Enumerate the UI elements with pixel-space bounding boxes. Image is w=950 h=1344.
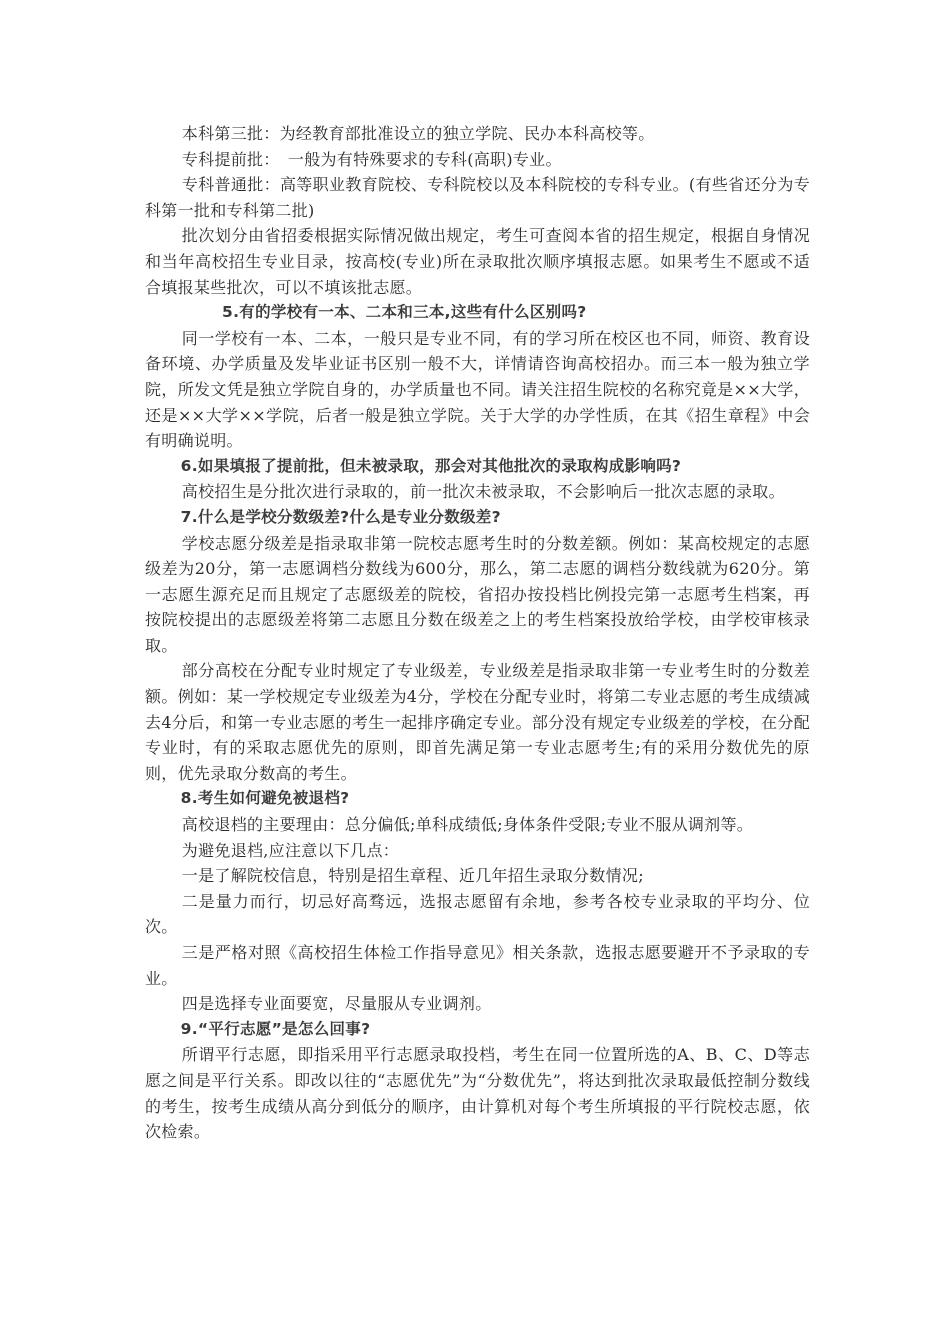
list-item-2: 二是量力而行，切忌好高骛远，选报志愿留有余地，参考各校专业录取的平均分、位次。 (145, 891, 810, 937)
paragraph-answer-8-reasons: 高校退档的主要理由：总分偏低;单科成绩低;身体条件受限;专业不服从调剂等。 (181, 815, 754, 835)
paragraph-answer-9: 所谓平行志愿，即指采用平行志愿录取投档，考生在同一位置所选的A、B、C、D等志愿之间是平行关系。即改以往的“志愿优先”为“分数优先”，将达到批次录取最低控制分数线的考生，按考生成绩从高分到低分的顺序，由计算机对每个考生所填报的平行院校志愿，依次检索。 (145, 1045, 810, 1142)
paragraph-answer-7-school: 学校志愿分级差是指录取非第一院校志愿考生时的分数差额。例如：某高校规定的志愿级差为20分，第一志愿调档分数线为600分，那么，第二志愿的调档分数线就为620分。第一志愿生源充足而且规定了志愿级差的院校，省招办按投档比例投完第一志愿考生档案，再按院校提出的志愿级差将第二志愿且分数在级差之上的考生档案投放给学校，由学校审核录取。 (145, 533, 810, 655)
heading-question-5: 5.有的学校有一本、二本和三本,这些有什么区别吗? (222, 303, 587, 322)
list-item-1: 一是了解院校信息，特别是招生章程、近几年招生录取分数情况; (181, 866, 644, 886)
list-item-3: 三是严格对照《高校招生体检工作指导意见》相关条款，选报志愿要避开不予录取的专业。 (145, 943, 810, 988)
document-page (145, 121, 810, 1145)
paragraph-answer-7-major: 部分高校在分配专业时规定了专业级差，专业级差是指录取非第一专业考生时的分数差额。例如：某一学校规定专业级差为4分，学校在分配专业时，将第二专业志愿的考生成绩减去4分后，和第一专业志愿的考生一起排序确定专业。部分没有规定专业级差的学校，在分配专业时，有的采取志愿优先的原则，即首先满足第一专业志愿考生;有的采用分数优先的原则，优先录取分数高的考生。 (145, 661, 810, 783)
paragraph-vocational-early-batch: 专科提前批： 一般为有特殊要求的专科(高职)专业。 (181, 149, 562, 169)
paragraph-vocational-regular-batch: 专科普通批：高等职业教育院校、专科院校以及本科院校的专科专业。(有些省还分为专科第一批和专科第二批) (145, 175, 810, 220)
paragraph-answer-8-intro: 为避免退档,应注意以下几点： (181, 840, 400, 860)
heading-question-8: 8.考生如何避免被退档? (180, 789, 350, 808)
paragraph-answer-5: 同一学校有一本、二本，一般只是专业不同，有的学习所在校区也不同，师资、教育设备环境、办学质量及发毕业证书区别一般不大，详情请咨询高校招办。而三本一般为独立学院，所发文凭是独立学院自身的，办学质量也不同。请关注招生院校的名称究竟是××大学，还是××大学××学院，后者一般是独立学院。关于大学的办学性质，在其《招生章程》中会有明确说明。 (145, 328, 810, 451)
paragraph-batch-division: 批次划分由省招委根据实际情况做出规定，考生可查阅本省的招生规定，根据自身情况和当年高校招生专业目录，按高校(专业)所在录取批次顺序填报志愿。如果考生不愿或不适合填报某些批次，可以不填该批志愿。 (145, 226, 810, 297)
paragraph-answer-6: 高校招生是分批次进行录取的，前一批次未被录取，不会影响后一批次志愿的录取。 (181, 482, 785, 502)
heading-question-9: 9.“平行志愿”是怎么回事? (180, 1019, 371, 1038)
paragraph-third-batch: 本科第三批：为经教育部批准设立的独立学院、民办本科高校等。 (181, 124, 655, 143)
heading-question-7: 7.什么是学校分数级差?什么是专业分数级差? (180, 507, 501, 526)
heading-question-6: 6.如果填报了提前批，但未被录取，那会对其他批次的录取构成影响吗? (180, 456, 682, 475)
list-item-4: 四是选择专业面要宽，尽量服从专业调剂。 (181, 994, 492, 1014)
